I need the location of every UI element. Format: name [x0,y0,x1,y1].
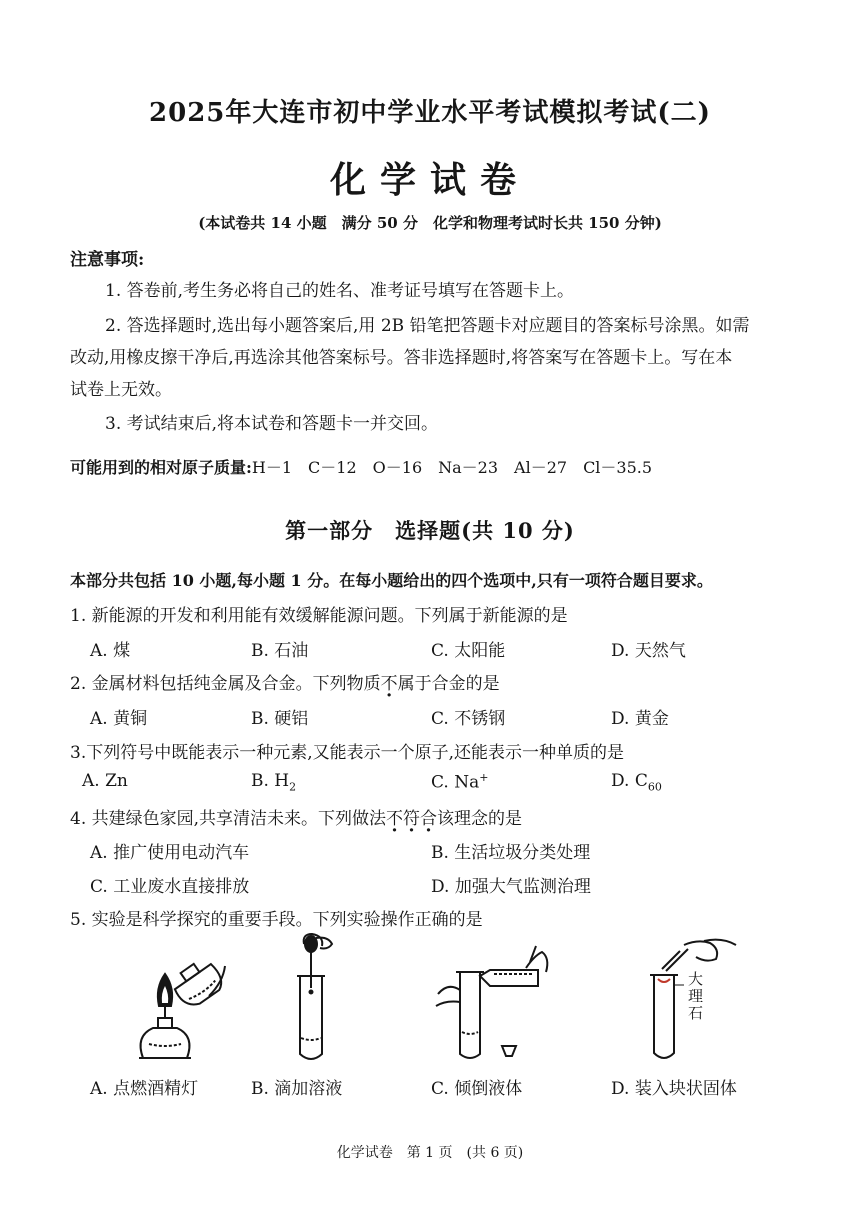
notes-heading: 注意事项: [70,250,145,270]
q2-stem-before: 2. 金属材料包括纯金属及合金。下列物质 [70,674,381,694]
figure-d-label-char-1: 大 [688,970,704,988]
q3-option-a: A. Zn [82,771,128,791]
q3-option-b-text: B. H [251,771,290,791]
q1-option-c: C. 太阳能 [431,641,506,661]
q2-option-a: A. 黄铜 [90,709,148,729]
q5-option-c: C. 倾倒液体 [431,1079,523,1099]
q4-emphasis-mark-1: 不 [386,809,404,829]
q2-option-c: C. 不锈钢 [431,709,506,729]
atomic-mass-line [70,455,652,478]
atomic-mass-values: H－1 C－12 O－16 Na－23 Al－27 Cl－35.5 [251,458,653,477]
exam-title: 2025年大连市初中学业水平考试模拟考试(二) [149,98,711,128]
figure-d-marble-label [688,971,706,1022]
q3-option-d [611,771,662,793]
q1-stem: 1. 新能源的开发和利用能有效缓解能源问题。下列属于新能源的是 [70,606,568,626]
figure-a-alcohol-lamp [125,948,235,1063]
q2-option-b: B. 硬铝 [251,709,309,729]
q4-option-c: C. 工业废水直接排放 [90,877,250,897]
q4-stem-before: 4. 共建绿色家园,共享清洁未来。下列做法 [70,809,387,829]
note-item-1: 1. 答卷前,考生务必将自己的姓名、准考证号填写在答题卡上。 [105,281,575,301]
q4-option-d: D. 加强大气监测治理 [431,877,591,897]
q3-option-c [431,771,488,793]
q4-emphasis-mark-3: 合 [420,809,438,829]
part1-title: 第一部分 选择题(共 10 分) [285,518,575,543]
figure-d-label-char-3: 石 [688,1004,704,1022]
q3-option-d-subscript: 60 [647,780,662,794]
q3-option-b [251,771,296,793]
atomic-mass-label: 可能用到的相对原子质量: [70,458,252,477]
figure-b-dropper [288,930,348,1065]
subject-title: 化学试卷 [329,159,530,201]
q3-option-c-text: C. Na [431,772,480,793]
q4-option-a: A. 推广使用电动汽车 [90,843,250,863]
q1-option-d: D. 天然气 [611,641,686,661]
q5-option-b: B. 滴加溶液 [251,1079,343,1099]
figure-d-label-char-2: 理 [688,987,704,1005]
q4-stem-after: 该理念的是 [437,809,523,829]
q2-stem-after: 属于合金的是 [397,674,500,694]
q5-option-a: A. 点燃酒精灯 [90,1079,199,1099]
q4-option-b: B. 生活垃圾分类处理 [431,843,591,863]
note-item-3: 3. 考试结束后,将本试卷和答题卡一并交回。 [105,414,439,434]
note-item-2-cont: 改动,用橡皮擦干净后,再选涂其他答案标号。答非选择题时,将答案写在答题卡上。写在本 [70,348,733,368]
q3-option-c-superscript: + [479,771,489,784]
q4-emphasis-mark-2: 符 [403,809,421,829]
q4-stem [70,804,522,829]
q3-option-b-subscript: 2 [289,780,297,794]
exam-info: (本试卷共 14 小题 满分 50 分 化学和物理考试时长共 150 分钟) [198,214,662,232]
note-item-2: 2. 答选择题时,选出每小题答案后,用 2B 铅笔把答题卡对应题目的答案标号涂黑。如需 [105,316,750,336]
q3-option-d-text: D. C [611,771,648,791]
q2-option-d: D. 黄金 [611,709,669,729]
q1-option-a: A. 煤 [90,641,131,661]
q2-stem [70,669,500,694]
part1-intro: 本部分共包括 10 小题,每小题 1 分。在每小题给出的四个选项中,只有一项符合题目要求。 [70,571,713,590]
q1-option-b: B. 石油 [251,641,309,661]
q2-emphasis-mark: 不 [380,674,398,694]
q3-stem: 3.下列符号中既能表示一种元素,又能表示一个原子,还能表示一种单质的是 [70,743,625,763]
q5-option-d: D. 装入块状固体 [611,1079,737,1099]
page-footer: 化学试卷 第 1 页 (共 6 页) [336,1145,524,1161]
figure-c-pouring-liquid [430,942,555,1062]
q5-stem: 5. 实验是科学探究的重要手段。下列实验操作正确的是 [70,910,483,930]
note-item-2-end: 试卷上无效。 [70,380,172,400]
